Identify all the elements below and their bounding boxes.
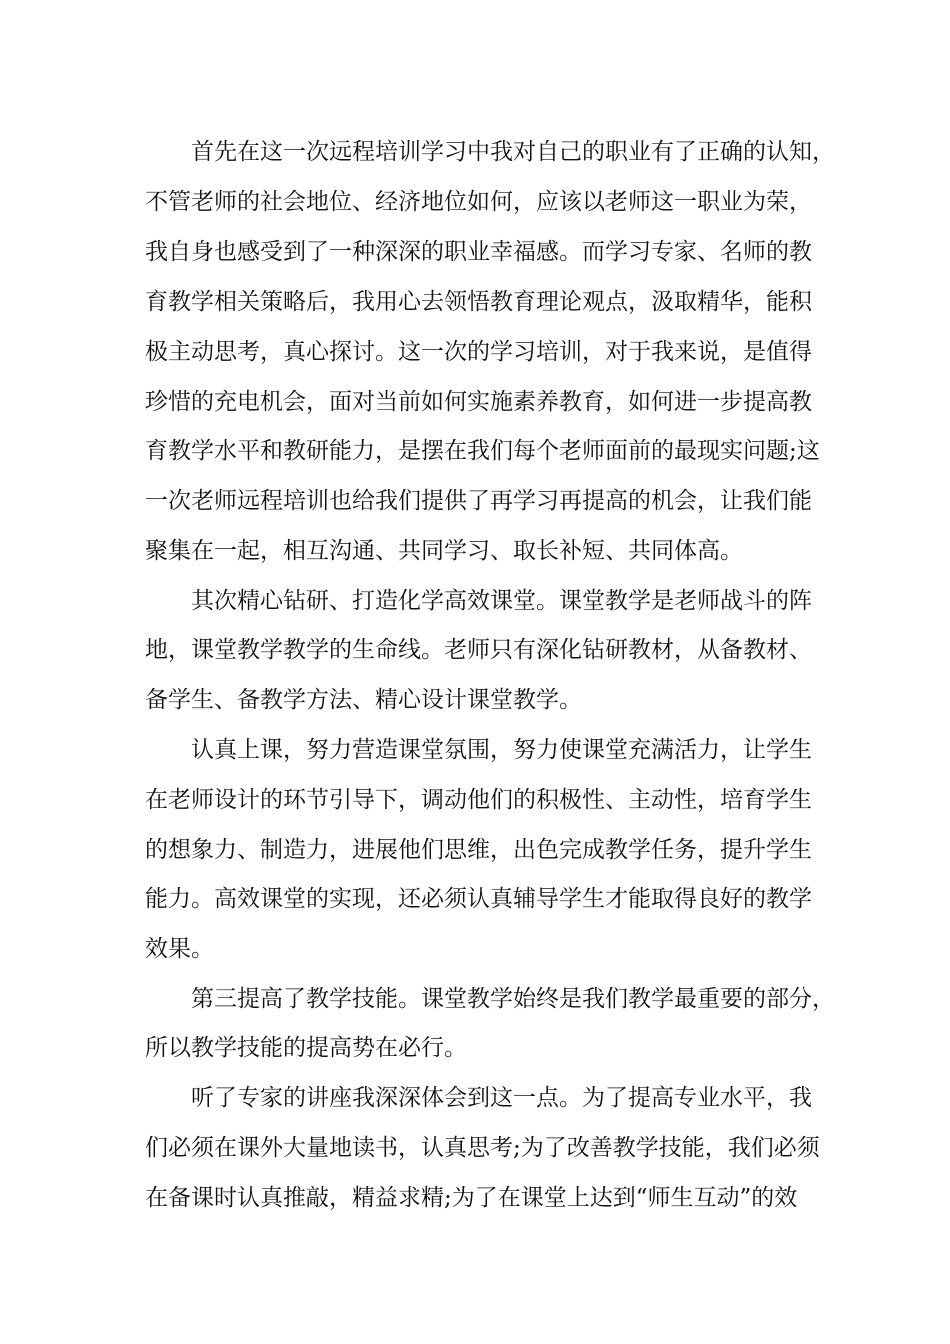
text-line: 聚集在一起，相互沟通、共同学习、取长补短、共同体高。	[145, 538, 743, 564]
text-line: 在备课时认真推敲，精益求精;为了在课堂上达到“师生互动”的效	[145, 1185, 798, 1211]
text-line: 的想象力、制造力，进展他们思维，出色完成教学任务，提升学生	[145, 837, 812, 863]
text-line: 育教学相关策略后，我用心去领悟教育理论观点，汲取精华，能积	[145, 289, 812, 315]
text-line: 们必须在课外大量地读书，认真思考;为了改善教学技能，我们必须	[145, 1135, 820, 1161]
text-line: 其次精心钻研、打造化学高效课堂。课堂教学是老师战斗的阵	[191, 588, 812, 614]
text-line: 一次老师远程培训也给我们提供了再学习再提高的机会，让我们能	[145, 488, 812, 514]
text-line: 珍惜的充电机会，面对当前如何实施素养教育，如何进一步提高教	[145, 389, 812, 415]
text-line: 在老师设计的环节引导下，调动他们的积极性、主动性，培育学生	[145, 787, 812, 813]
text-line: 育教学水平和教研能力，是摆在我们每个老师面前的最现实问题;这	[145, 438, 820, 464]
text-line: 第三提高了教学技能。课堂教学始终是我们教学最重要的部分，	[191, 986, 835, 1012]
text-line: 首先在这一次远程培训学习中我对自己的职业有了正确的认知，	[191, 139, 835, 165]
text-line: 认真上课，努力营造课堂氛围，努力使课堂充满活力，让学生	[191, 737, 812, 763]
text-line: 我自身也感受到了一种深深的职业幸福感。而学习专家、名师的教	[145, 239, 812, 265]
text-line: 效果。	[145, 936, 214, 962]
text-line: 能力。高效课堂的实现，还必须认真辅导学生才能取得良好的教学	[145, 886, 812, 912]
text-line: 极主动思考，真心探讨。这一次的学习培训，对于我来说，是值得	[145, 339, 812, 365]
text-line: 不管老师的社会地位、经济地位如何，应该以老师这一职业为荣，	[145, 189, 812, 215]
text-line: 听了专家的讲座我深深体会到这一点。为了提高专业水平，我	[191, 1085, 812, 1111]
text-line: 地，课堂教学教学的生命线。老师只有深化钻研教材，从备教材、	[145, 637, 812, 663]
text-line: 备学生、备教学方法、精心设计课堂教学。	[145, 687, 582, 713]
text-line: 所以教学技能的提高势在必行。	[145, 1035, 467, 1061]
